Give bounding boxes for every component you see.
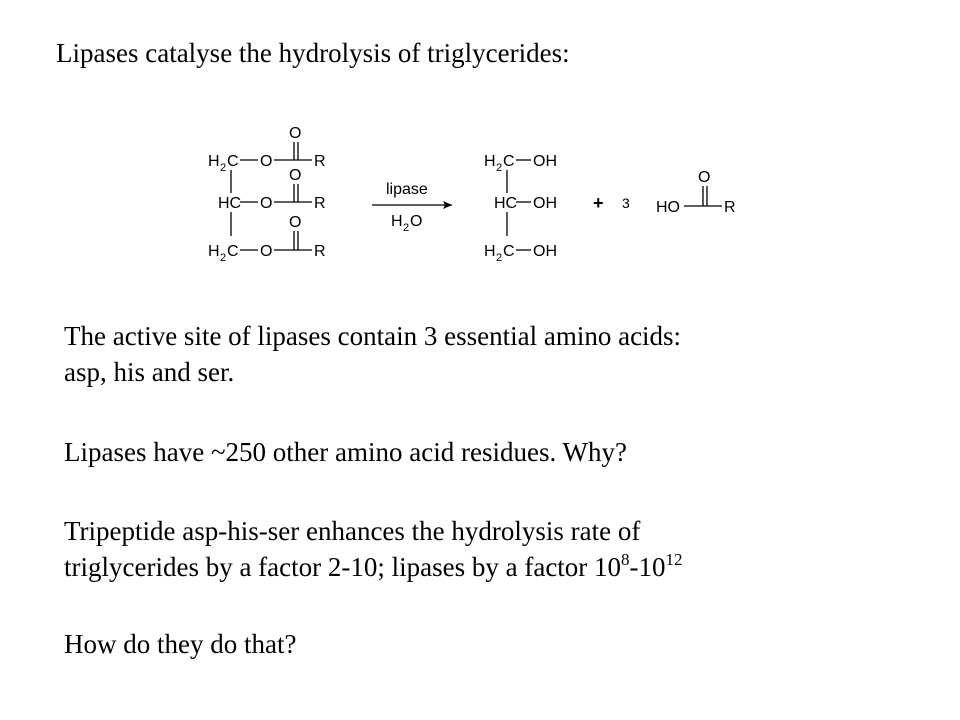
reactant-row3-r: R (314, 243, 326, 260)
paragraph-rate-enhancement (64, 513, 683, 585)
arrow-label-h: H (391, 213, 403, 230)
rate-line2-text: triglycerides by a factor 2-10; lipases by a factor 10 (64, 552, 622, 582)
glycerol-row1-oh: OH (533, 153, 557, 170)
paragraph-active-site (64, 318, 681, 390)
active-site-line1: The active site of lipases contain 3 essential amino acids: (64, 321, 682, 351)
reactant-row3-h: H (208, 243, 220, 260)
glycerol-row3-subscript: 2 (496, 252, 503, 264)
glycerol-row3-oh: OH (533, 243, 557, 260)
acid-ho: HO (656, 199, 680, 216)
glycerol-row1-h: H (484, 153, 496, 170)
reactant-row3-o: O (260, 243, 273, 260)
reaction-arrow (372, 181, 452, 234)
exponent-8: 8 (621, 550, 630, 569)
glycerol-row1-subscript: 2 (496, 162, 503, 174)
reactant-row3-subscript: 2 (220, 252, 227, 264)
glycerol-row3-c: C (503, 243, 515, 260)
carboxylic-acid-structure (656, 169, 736, 216)
active-site-line2: asp, his and ser. (64, 357, 235, 387)
reactant-row3-carbonyl-o: O (289, 214, 302, 231)
reactant-row2-r: R (314, 195, 326, 212)
reactant-row1-h: H (208, 153, 220, 170)
paragraph-residues: Lipases have ~250 other amino acid residues. Why? (64, 437, 627, 467)
glycerol-row2-hc: HC (494, 195, 518, 212)
acid-carbonyl-o: O (698, 169, 711, 186)
glycerol-row3-h: H (484, 243, 496, 260)
glycerol-row1-c: C (503, 153, 515, 170)
plus-sign: + (593, 193, 604, 213)
arrow-label-lipase: lipase (386, 181, 428, 198)
rate-line2 (64, 549, 683, 585)
triglyceride-hydrolysis-scheme (0, 0, 960, 300)
paragraph-question: How do they do that? (64, 629, 297, 659)
glycerol-row2-oh: OH (533, 195, 557, 212)
slide-title: Lipases catalyse the hydrolysis of triglycerides: (56, 38, 570, 68)
reactant-row1-c: C (227, 153, 239, 170)
reactant-row2-hc: HC (218, 195, 242, 212)
rate-line2-dash: -10 (629, 552, 666, 582)
reactant-row1-subscript: 2 (220, 162, 227, 174)
reactant-row1-carbonyl-o: O (289, 125, 302, 142)
acid-r: R (724, 199, 736, 216)
arrow-label-subscript: 2 (403, 222, 410, 234)
reactant-row3-c: C (227, 243, 239, 260)
glycerol-structure (484, 153, 557, 264)
rate-line1: Tripeptide asp-his-ser enhances the hydrolysis rate of (64, 516, 641, 546)
arrow-label-o: O (410, 213, 423, 230)
reactant-row2-o: O (260, 195, 273, 212)
triglyceride-structure (208, 125, 326, 264)
stoichiometric-coefficient: 3 (622, 195, 630, 211)
reactant-row2-carbonyl-o: O (289, 167, 302, 184)
reactant-row1-r: R (314, 153, 326, 170)
reactant-row1-o: O (260, 153, 273, 170)
exponent-12: 12 (665, 550, 683, 569)
